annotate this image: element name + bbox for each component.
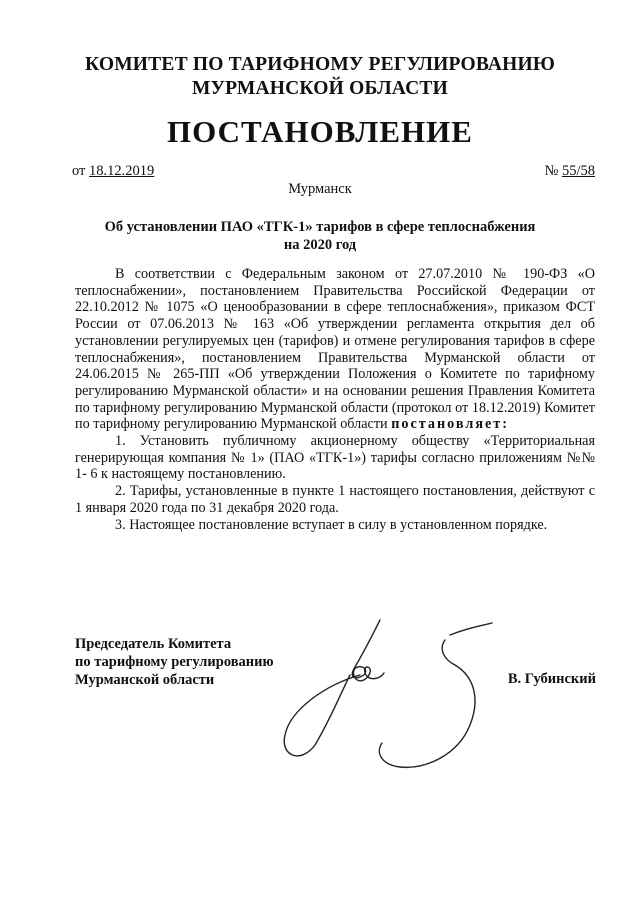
number-prefix: № bbox=[544, 163, 562, 179]
subject-line1: Об установлении ПАО «ТГК-1» тарифов в сфере теплоснабжения bbox=[104, 219, 536, 235]
document-body bbox=[75, 266, 595, 533]
signatory-title-line1: Председатель Комитета bbox=[75, 636, 232, 652]
number-value: 55/58 bbox=[561, 163, 595, 179]
item-1: 1. Установить публичному акционерному обществу «Территориальная генерирующая компания № 1» (ПАО «ТГК-1») тарифы согласно приложениям №№ 1- 6 к настоящему постановлению. bbox=[75, 433, 595, 483]
preamble-text: В соответствии с Федеральным законом от 27.07.2010 № 190-ФЗ «О теплоснабжении», постановлением Правительства Российской Федерации от 22.10.2012 № 1075 «О ценообразовании в сфере теплоснабжения», приказом ФСТ России от 07.06.2013 № 163 «Об утверждении регламента открытия дел об установлении регулируемых цен (тарифов) и отмене регулирования тарифов в сфере теплоснабжения», постановлением Правительства Мурманской области от 24.06.2015 № 265-ПП «Об утверждении Положения о Комитете по тарифному регулированию Мурманской области» и на основании решения Правления Комитета по тарифному регулированию Мурманской области (протокол от 18.12.2019) Комитет по тарифному регулированию Мурманской области bbox=[75, 266, 595, 433]
date-value: 18.12.2019 bbox=[89, 163, 155, 179]
item-2: 2. Тарифы, установленные в пункте 1 настоящего постановления, действуют с 1 января 2020 года по 31 декабря 2020 года. bbox=[75, 483, 595, 516]
city: Мурманск bbox=[288, 181, 352, 197]
item-3: 3. Настоящее постановление вступает в силу в установленном порядке. bbox=[115, 516, 548, 533]
org-name-line2: МУРМАНСКОЙ ОБЛАСТИ bbox=[192, 78, 448, 99]
date-prefix: от bbox=[72, 163, 90, 179]
preamble-paragraph bbox=[75, 266, 595, 433]
subject-line2: на 2020 год bbox=[283, 237, 357, 253]
signatory-title-line2: по тарифному регулированию bbox=[75, 654, 274, 670]
org-name-line1: КОМИТЕТ ПО ТАРИФНОМУ РЕГУЛИРОВАНИЮ bbox=[84, 54, 556, 75]
document-subject bbox=[80, 218, 560, 254]
document-date bbox=[72, 163, 154, 180]
signatory-name: В. Губинский bbox=[507, 671, 596, 687]
document-type: ПОСТАНОВЛЕНИЕ bbox=[167, 114, 473, 149]
signatory-title bbox=[75, 635, 274, 689]
decree-word: постановляет: bbox=[391, 416, 510, 433]
handwritten-signature bbox=[270, 605, 510, 775]
document-number bbox=[545, 163, 596, 180]
signatory-title-line3: Мурманской области bbox=[75, 672, 215, 688]
